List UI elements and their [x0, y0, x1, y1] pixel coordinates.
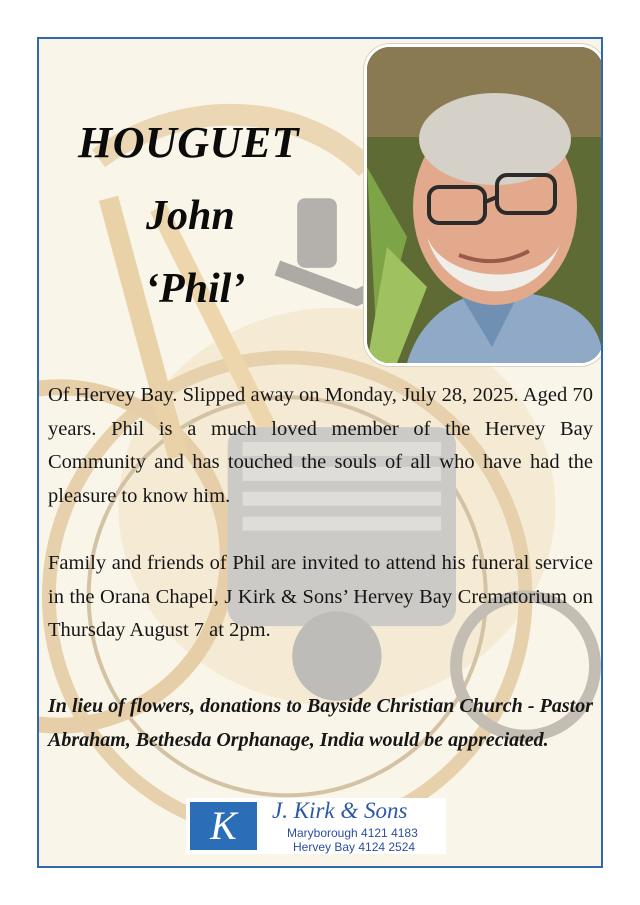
notice-paragraph-1: Of Hervey Bay. Slipped away on Monday, July 28, 2025. Aged 70 years. Phil is a much loved member of the Hervey Bay Community and has touched the souls of all who have had the pleasure to know him. [48, 384, 593, 507]
nickname-heading: ‘Phil’ [145, 266, 246, 312]
portrait-photo [364, 44, 603, 366]
logo-phone-hervey-bay: Hervey Bay 4124 2524 [293, 840, 416, 854]
funeral-director-logo [186, 798, 446, 854]
logo-business-name: J. Kirk & Sons [272, 798, 408, 823]
funeral-notice-card [37, 37, 603, 868]
given-name-heading: John [146, 193, 235, 239]
logo-mark-letter: K [210, 803, 237, 848]
kirk-monogram-icon [190, 802, 257, 850]
surname-heading: HOUGUET [78, 118, 300, 167]
notice-paragraph-2: Family and friends of Phil are invited to attend his funeral service in the Orana Chapel, J Kirk & Sons’ Hervey Bay Crematorium on Thursday August 7 at 2pm. [48, 552, 593, 641]
notice-paragraph-3: In lieu of flowers, donations to Bayside Christian Church - Pastor Abraham, Bethesda Orphanage, India would be appreciated. [48, 695, 593, 751]
logo-phone-maryborough: Maryborough 4121 4183 [287, 826, 418, 840]
